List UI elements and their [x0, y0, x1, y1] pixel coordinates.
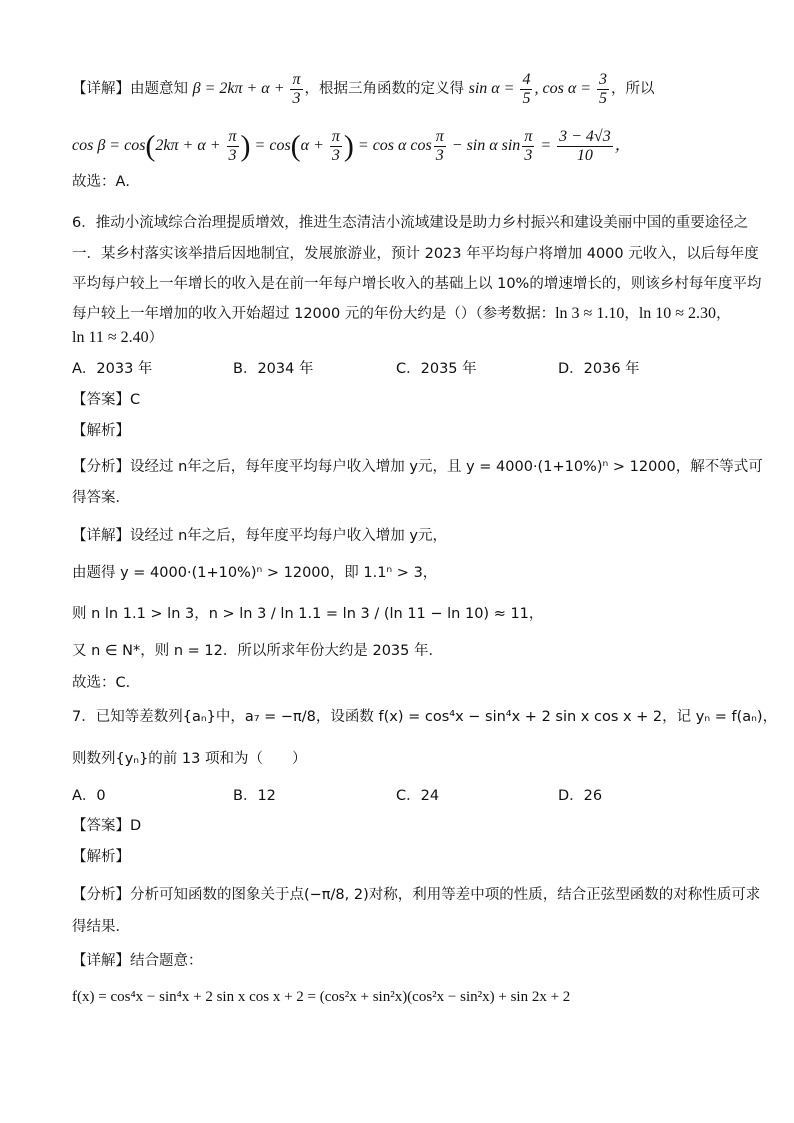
q5-detail-line-2: cos β = cos(2kπ + α + $\frac{\pi}{3}$ ) = cos(α + $\frac{\pi}{3}$ ) = cos α cos $\frac{\pi}{3}$ − sin α sin $\frac{\pi}{3}$ = $\frac{3 - 4√3}{10}$ ，: [72, 128, 631, 164]
q5-choose: 故选：A．: [72, 174, 140, 190]
q6-fenxi-line-1: 【分析】设经过 n年之后，每年度平均每户收入增加 y元，且 y = 4000·(1+10%)ⁿ > 12000，解不等式可: [72, 459, 763, 475]
ref-ln10: ln 10 ≈ 2.30: [638, 305, 717, 322]
q7-option-a: A．0: [72, 788, 106, 804]
q6-detail-line-1: 【详解】设经过 n年之后，每年度平均每户收入增加 y元，: [72, 528, 447, 544]
beta-formula: β = 2kπ + α + $\frac{\pi}{3}$: [192, 71, 301, 107]
q6-choose: 故选：C．: [72, 675, 141, 691]
q7-fenxi-line-2: 得结果．: [72, 919, 130, 935]
q6-stem-line-1: 6．推动小流域综合治理提质增效，推进生态清洁小流域建设是助力乡村振兴和建设美丽中国的重要途径之: [72, 215, 749, 231]
q6-option-b: B．2034 年: [233, 361, 314, 377]
q6-answer: 【答案】C: [72, 392, 141, 408]
q5-detail-line-1: 【详解】由题意知 β = 2kπ + α + $\frac{\pi}{3}$ ，根据三角函数的定义得 sin α = $\frac{4}{5}$ , cos α = $\frac{3}{5}$ ，所以: [72, 71, 655, 107]
q7-analysis-label: 【解析】: [72, 849, 130, 865]
q7-answer: 【答案】D: [72, 818, 142, 834]
q6-detail-line-4: 又 n ∈ N*，则 n = 12．所以所求年份大约是 2035 年．: [72, 643, 443, 659]
q6-detail-line-2: 由题得 y = 4000·(1+10%)ⁿ > 12000，即 1.1ⁿ > 3，: [72, 565, 438, 581]
q6-fenxi-line-2: 得答案．: [72, 490, 130, 506]
q7-fenxi-line-1: 【分析】分析可知函数的图象关于点(−π/8, 2)对称，利用等差中项的性质，结合正弦型函数的对称性质可求: [72, 887, 761, 903]
q7-stem-line-2: 则数列{yₙ}的前 13 项和为（ ）: [72, 751, 307, 767]
q6-stem-line-2: 一．某乡村落实该举措后因地制宜，发展旅游业，预计 2023 年平均每户将增加 4000 元收入，以后每年度: [72, 246, 759, 262]
sin-cos-values: sin α = $\frac{4}{5}$ , cos α = $\frac{3}{5}$: [468, 71, 608, 107]
q7-detail-line-2: f(x) = cos⁴x − sin⁴x + 2 sin x cos x + 2 = (cos²x + sin²x)(cos²x − sin²x) + sin 2x + 2: [72, 989, 571, 1005]
q6-option-d: D．2036 年: [558, 361, 640, 377]
q7-option-d: D．26: [558, 788, 603, 804]
q6-analysis-label: 【解析】: [72, 423, 130, 439]
q7-option-b: B．12: [233, 788, 276, 804]
ref-ln3: ln 3 ≈ 1.10: [555, 305, 625, 322]
detail-label: 【详解】: [72, 81, 130, 98]
q7-option-c: C．24: [396, 788, 440, 804]
q6-stem-line-4: 每户较上一年增加的收入开始超过 12000 元的年份大约是（）（参考数据：ln 3 ≈ 1.10，ln 10 ≈ 2.30，: [72, 305, 731, 322]
q6-option-c: C．2035 年: [396, 361, 477, 377]
q6-stem-line-5: ln 11 ≈ 2.40）: [72, 329, 164, 346]
q7-stem-line-1: 7．已知等差数列{aₙ}中，a₇ = −π/8，设函数 f(x) = cos⁴x − sin⁴x + 2 sin x cos x + 2，记 yₙ = f(aₙ)，: [72, 709, 778, 725]
q7-detail-line-1: 【详解】结合题意：: [72, 953, 203, 969]
ref-ln11: ln 11 ≈ 2.40: [72, 329, 149, 346]
q6-option-a: A．2033 年: [72, 361, 153, 377]
q6-detail-line-3: 则 n ln 1.1 > ln 3，n > ln 3 / ln 1.1 = ln 3 / (ln 11 − ln 10) ≈ 11，: [72, 606, 544, 622]
q6-stem-line-3: 平均每户较上一年增长的收入是在前一年每户增长收入的基础上以 10%的增速增长的，则该乡村每年度平均: [72, 276, 762, 292]
